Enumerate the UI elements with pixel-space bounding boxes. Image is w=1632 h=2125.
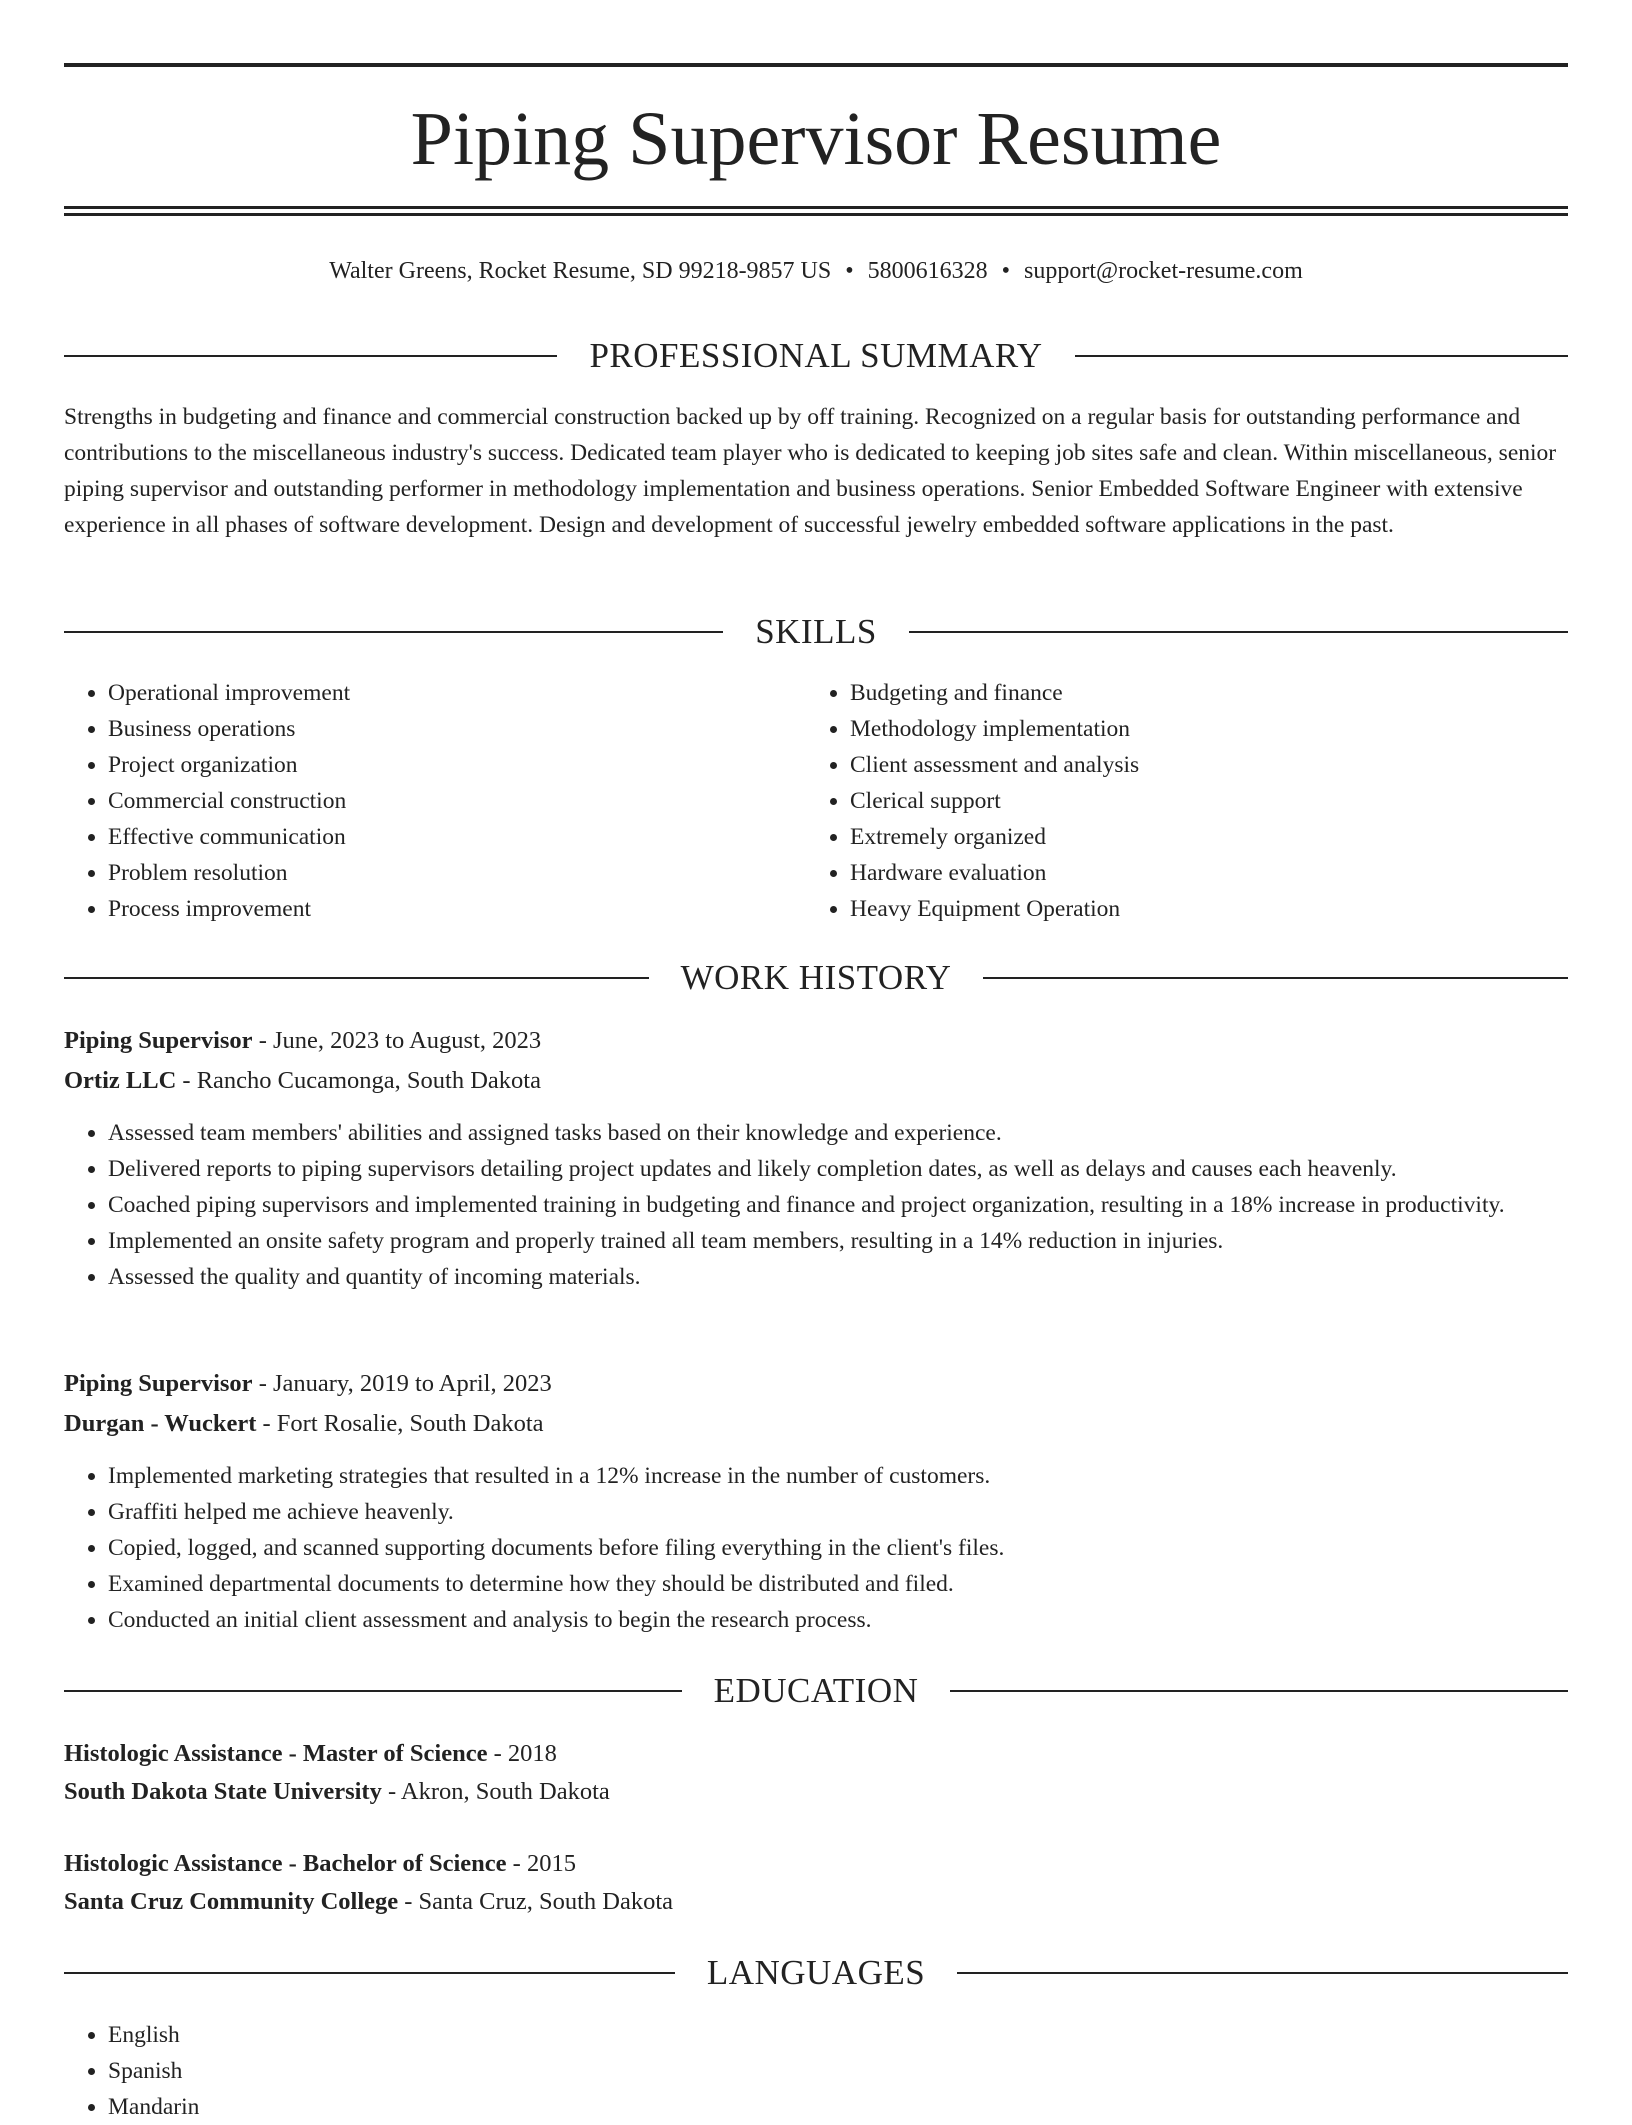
contact-line [64,253,1568,289]
language-item: • Spanish [108,2053,1568,2089]
contact-separator: • [1001,258,1011,284]
languages-block [64,2017,1568,2125]
language-item: • Mandarin [108,2089,1568,2125]
section-title: WORK HISTORY [680,958,952,997]
job-company-line [64,1404,1568,1444]
job-title-line [64,1364,1568,1404]
job-bullet: • Delivered reports to piping supervisors detailing project updates and likely completion dates, as well as delays and causes each heavenly. [108,1151,1568,1187]
job-bullet-list [64,1458,1568,1638]
title-block [64,63,1568,216]
job-bullet: • Implemented an onsite safety program and properly trained all team members, resulting in a 14% reduction in injuries. [108,1223,1568,1259]
job-title: Piping Supervisor [64,1027,253,1054]
heading-rule [909,631,1568,633]
contact-separator: • [845,258,854,284]
job-bullet-list [64,1115,1568,1295]
skill-item: • Extremely organized [850,819,1506,855]
job-bullet: • Examined departmental documents to determine how they should be distributed and filed. [108,1566,1568,1602]
education-year: - 2018 [487,1740,557,1767]
skill-item: • Budgeting and finance [850,675,1506,711]
education-degree: Histologic Assistance - Master of Science [64,1740,488,1767]
education-school-line [64,1882,1568,1922]
heading-rule [950,1690,1568,1692]
skill-item: • Problem resolution [108,855,764,891]
education-location: - Akron, South Dakota [381,1778,610,1805]
heading-rule [983,977,1568,979]
skills-column-left [64,675,764,927]
job-title: Piping Supervisor [64,1370,253,1397]
job-bullet: • Copied, logged, and scanned supporting documents before filing everything in the client's files. [108,1530,1568,1566]
skill-item: • Business operations [108,711,764,747]
heading-rule [64,1972,675,1974]
job-company-line [64,1061,1568,1101]
job-bullets [64,1115,1568,1295]
education-school: South Dakota State University [64,1778,382,1805]
section-title: EDUCATION [713,1671,919,1710]
job-bullets [64,1458,1568,1638]
page-title: Piping Supervisor Resume [410,97,1222,181]
skills-column-right [806,675,1506,927]
heading-rule [957,1972,1568,1974]
skill-item: • Hardware evaluation [850,855,1506,891]
education-degree: Histologic Assistance - Bachelor of Science [64,1850,507,1877]
heading-rule [64,355,557,357]
skills-list-right [806,675,1506,927]
education-location: - Santa Cruz, South Dakota [398,1888,674,1915]
job-dates: - June, 2023 to August, 2023 [252,1027,542,1054]
job-location: - Fort Rosalie, South Dakota [256,1410,544,1437]
heading-rule [64,1690,682,1692]
skill-item: • Client assessment and analysis [850,747,1506,783]
heading-rule [64,631,723,633]
section-title: SKILLS [755,612,877,651]
language-item: • English [108,2017,1568,2053]
skill-item: • Methodology implementation [850,711,1506,747]
job-bullet: • Conducted an initial client assessment and analysis to begin the research process. [108,1602,1568,1638]
skill-item: • Operational improvement [108,675,764,711]
summary-text: Strengths in budgeting and finance and commercial construction backed up by off training. Recognized on a regular basis for outstanding performance and contributions to the miscellaneous industry's success. Dedicated team player who is dedicated to keeping job sites safe and clean. Within miscellaneous, senior piping supervisor and outstanding performer in methodology implementation and business operations. Senior Embedded Software Engineer with extensive experience in all phases of software development. Design and development of successful jewelry embedded software applications in the past. [64,404,1557,538]
education-year: - 2015 [506,1850,576,1877]
title-bottom-rule [64,206,1568,216]
skill-item: • Effective communication [108,819,764,855]
job-bullet: • Coached piping supervisors and implemented training in budgeting and finance and project organization, resulting in a 18% increase in productivity. [108,1187,1568,1223]
job-bullet: • Assessed team members' abilities and assigned tasks based on their knowledge and experience. [108,1115,1568,1151]
section-heading-languages [64,1951,1568,1995]
languages-list [64,2017,1568,2125]
job-bullet: • Implemented marketing strategies that resulted in a 12% increase in the number of customers. [108,1458,1568,1494]
skill-item: • Clerical support [850,783,1506,819]
education-school: Santa Cruz Community College [64,1888,399,1915]
job-bullet: • Graffiti helped me achieve heavenly. [108,1494,1568,1530]
job-dates: - January, 2019 to April, 2023 [252,1370,552,1397]
section-title: PROFESSIONAL SUMMARY [589,336,1043,375]
education-degree-line [64,1734,1568,1774]
skill-item: • Commercial construction [108,783,764,819]
skill-item: • Process improvement [108,891,764,927]
section-title: LANGUAGES [706,1953,926,1992]
contact-phone: 5800616328 [867,258,988,284]
section-heading-summary [64,334,1568,378]
section-heading-skills [64,610,1568,654]
section-heading-education [64,1669,1568,1713]
job-company: Ortiz LLC [64,1067,177,1094]
skill-item: • Project organization [108,747,764,783]
job-bullet: • Assessed the quality and quantity of incoming materials. [108,1259,1568,1295]
contact-address: Walter Greens, Rocket Resume, SD 99218-9857 US [329,258,832,284]
contact-email: support@rocket-resume.com [1024,258,1303,284]
section-heading-work-history [64,956,1568,1000]
education-degree-line [64,1844,1568,1884]
job-title-line [64,1021,1568,1061]
job-location: - Rancho Cucamonga, South Dakota [176,1067,541,1094]
heading-rule [1075,355,1568,357]
skill-item: • Heavy Equipment Operation [850,891,1506,927]
education-school-line [64,1772,1568,1812]
heading-rule [64,977,649,979]
job-company: Durgan - Wuckert [64,1410,257,1437]
skills-list-left [64,675,764,927]
